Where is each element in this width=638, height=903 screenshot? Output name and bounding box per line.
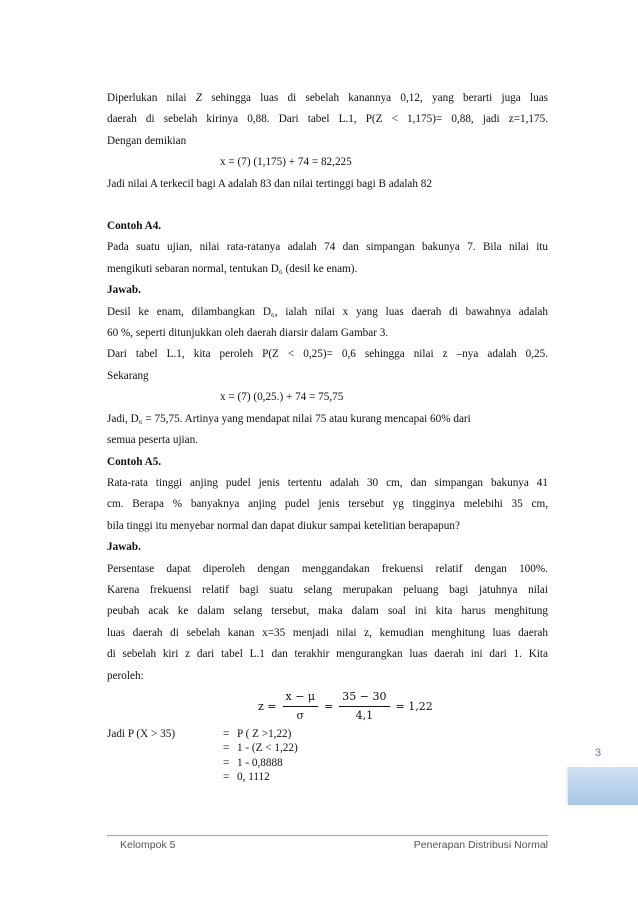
- contoh4-answer1: Desil ke enam, dilambangkan D₆, ialah nilai x yang luas daerah di bawahnya adalah: [107, 305, 548, 318]
- formula-lhs: z =: [258, 700, 277, 714]
- equals-sign: =: [223, 771, 230, 784]
- result-row: [107, 741, 548, 756]
- fraction-denominator: σ: [296, 709, 305, 723]
- contoh5-title: Contoh A5.: [107, 455, 162, 468]
- contoh4-text2: mengikuti sebaran normal, tentukan D₆ (desil ke enam).: [107, 262, 358, 275]
- variable-z: Z: [195, 92, 202, 104]
- page-corner-tab: [566, 767, 638, 805]
- result-step: 0, 1112: [237, 771, 270, 784]
- contoh5-answer1: Persentase dapat diperoleh dengan menggandakan frekuensi relatif dengan 100%.: [107, 562, 548, 575]
- contoh5-answer3: peubah acak ke dalam selang tersebut, maka dalam soal ini kita harus menghitung: [107, 605, 548, 618]
- equals-sign: =: [223, 756, 230, 769]
- page-content: [107, 88, 548, 785]
- fraction-numeric: [339, 690, 389, 723]
- para1-line3: Dengan demikian: [107, 134, 187, 147]
- footer-document-title: Penerapan Distribusi Normal: [413, 839, 548, 851]
- contoh5-question1: Rata-rata tinggi anjing pudel jenis tertentu adalah 30 cm, dan simpangan bakunya 41: [107, 476, 548, 489]
- equation-2: x = (7) (0,25.) + 74 = 75,75: [220, 391, 344, 404]
- contoh5-answer4: luas daerah di sebelah kanan x=35 menjadi nilai z, kemudian menghitung luas daerah: [107, 626, 548, 639]
- result-step: 1 - 0,8888: [237, 756, 283, 769]
- result-row: [107, 756, 548, 771]
- result-lead: Jadi P (X > 35): [107, 727, 176, 740]
- equals-sign: =: [223, 727, 230, 740]
- contoh4-answer3: Dari tabel L.1, kita peroleh P(Z < 0,25)= 0,6 sehingga nilai z –nya adalah 0,25.: [107, 348, 548, 361]
- contoh4-answer4: Sekarang: [107, 369, 149, 382]
- contoh4-answer2: 60 %, seperti ditunjukkan oleh daerah diarsir dalam Gambar 3.: [107, 327, 389, 340]
- conclusion-1: Jadi nilai A terkecil bagi A adalah 83 dan nilai tertinggi bagi B adalah 82: [107, 177, 432, 190]
- para1-text-a: Diperlukan nilai: [107, 92, 187, 104]
- para1-text-b: sehingga luas di sebelah kanannya 0,12, yang berarti juga luas: [211, 92, 549, 104]
- contoh5-answer6: peroleh:: [107, 669, 144, 682]
- fraction-symbolic: [283, 690, 319, 723]
- result-row: [107, 727, 548, 742]
- contoh5-question2: cm. Berapa % banyaknya anjing pudel jenis tersebut yg tingginya melebihi 35 cm,: [107, 498, 548, 511]
- contoh4-text1: Pada suatu ujian, nilai rata-ratanya adalah 74 dan simpangan bakunya 7. Bila nilai itu: [107, 241, 548, 254]
- equals-sign: =: [223, 742, 230, 755]
- contoh4-conclusion2: semua peserta ujian.: [107, 434, 199, 447]
- spacer: [107, 195, 548, 216]
- contoh4-title: Contoh A4.: [107, 220, 162, 233]
- contoh4-conclusion1: Jadi, D₆ = 75,75. Artinya yang mendapat nilai 75 atau kurang mencapai 60% dari: [107, 412, 471, 425]
- z-formula: [107, 687, 548, 727]
- contoh5-question3: bila tinggi itu menyebar normal dan dapat diukur sampai ketelitian berapapun?: [107, 519, 460, 532]
- para1-line1: [107, 88, 548, 109]
- fraction-numerator: x − μ: [283, 690, 319, 707]
- fraction-numerator: 35 − 30: [339, 690, 389, 707]
- contoh4-jawab: Jawab.: [107, 284, 141, 297]
- formula-result: = 1,22: [395, 700, 433, 714]
- result-row: [107, 770, 548, 785]
- footer-divider: [107, 835, 548, 836]
- page-number: 3: [595, 747, 602, 759]
- contoh5-jawab: Jawab.: [107, 541, 141, 554]
- result-step: 1 - (Z < 1,22): [237, 742, 298, 755]
- footer-group-name: Kelompok 5: [120, 839, 176, 851]
- result-step: P ( Z >1,22): [237, 727, 292, 740]
- fraction-denominator: 4,1: [355, 709, 374, 723]
- equation-1: x = (7) (1,175) + 74 = 82,225: [220, 156, 352, 169]
- contoh5-answer5: di sebelah kiri z dari tabel L.1 dan terakhir mengurangkan luas daerah ini dari 1. Kita: [107, 648, 548, 661]
- para1-line2: daerah di sebelah kirinya 0,88. Dari tabel L.1, P(Z < 1,175)= 0,88, jadi z=1,175.: [107, 113, 548, 126]
- contoh5-answer2: Karena frekuensi relatif bagi suatu selang merupakan peluang bagi jatuhnya nilai: [107, 583, 548, 596]
- equals-sign: =: [324, 700, 334, 714]
